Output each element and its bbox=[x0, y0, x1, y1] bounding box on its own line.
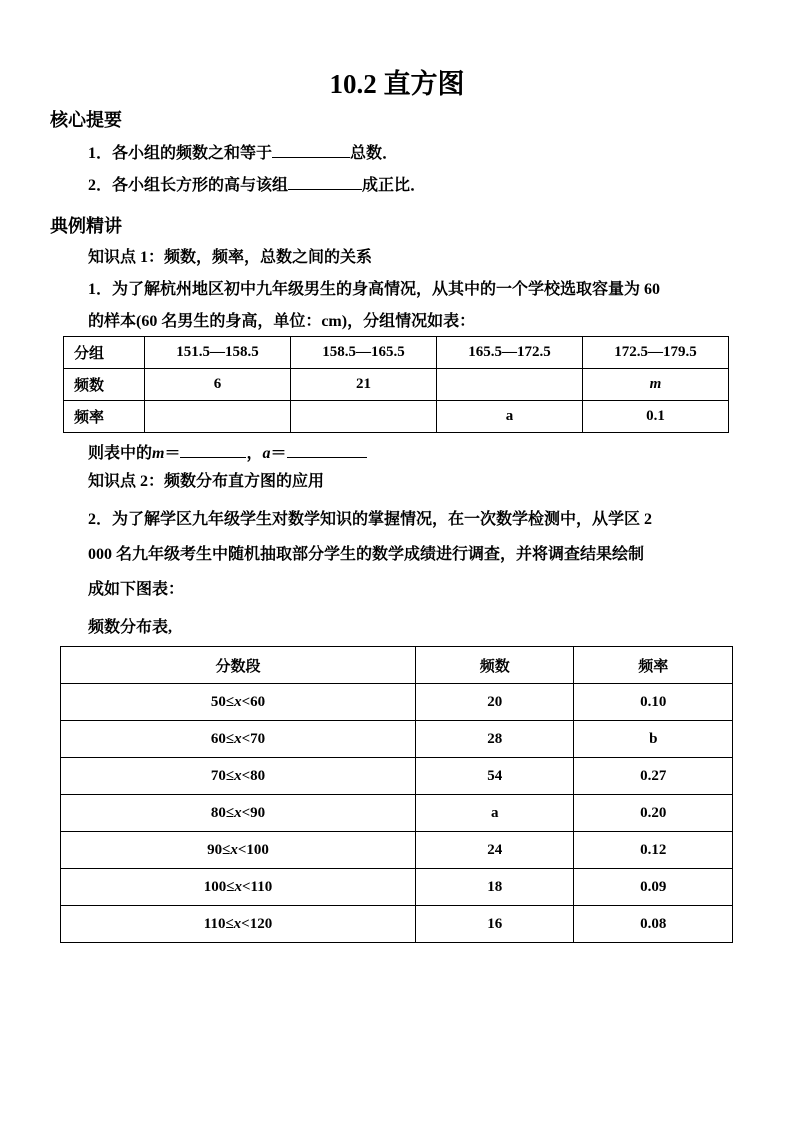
answer-blank-a[interactable] bbox=[287, 442, 367, 458]
table-cell: 频率 bbox=[64, 401, 145, 433]
question-2-line-3: 成如下图表： bbox=[88, 581, 185, 598]
table-row bbox=[61, 906, 733, 943]
section-heading-examples: 典例精讲 bbox=[50, 216, 122, 236]
range-high: <90 bbox=[241, 804, 266, 821]
column-header: 频率 bbox=[574, 647, 733, 684]
variable-a: a bbox=[262, 445, 271, 462]
range-high: <110 bbox=[242, 878, 273, 895]
score-range-cell bbox=[61, 832, 416, 869]
range-high: <120 bbox=[241, 915, 273, 932]
equals-sign: ＝ bbox=[270, 445, 287, 462]
table-row bbox=[61, 758, 733, 795]
column-header: 分数段 bbox=[61, 647, 416, 684]
range-low: 60≤ bbox=[210, 730, 235, 747]
score-range-cell bbox=[61, 906, 416, 943]
range-var: x bbox=[234, 767, 242, 784]
table-row bbox=[64, 337, 729, 369]
table-row bbox=[64, 401, 729, 433]
table-cell: 0.27 bbox=[574, 758, 733, 795]
question-1-line-1: 1．为了解杭州地区初中九年级男生的身高情况，从其中的一个学校选取容量为 60 bbox=[88, 281, 661, 298]
score-range-cell bbox=[61, 869, 416, 906]
score-range-cell bbox=[61, 684, 416, 721]
core-item-2 bbox=[88, 172, 426, 195]
table-row bbox=[61, 721, 733, 758]
range-var: x bbox=[233, 915, 242, 932]
table-cell: 172.5—179.5 bbox=[583, 337, 729, 369]
answer-blank[interactable] bbox=[288, 174, 362, 190]
table-row bbox=[64, 369, 729, 401]
question-2-line-1: 2．为了解学区九年级学生对数学知识的掌握情况，在一次数学检测中，从学区 2 bbox=[88, 511, 653, 528]
table-cell: 28 bbox=[416, 721, 574, 758]
column-header: 频数 bbox=[416, 647, 574, 684]
separator: ， bbox=[246, 445, 263, 462]
variable-m: m bbox=[152, 445, 165, 462]
range-var: x bbox=[234, 730, 242, 747]
question-2-line-2: 000 名九年级考生中随机抽取部分学生的数学成绩进行调查，并将调查结果绘制 bbox=[88, 546, 645, 563]
range-high: <70 bbox=[241, 730, 266, 747]
table-cell: 18 bbox=[416, 869, 574, 906]
answer-blank-m[interactable] bbox=[180, 442, 246, 458]
section-heading-core: 核心提要 bbox=[50, 110, 122, 130]
core-item-1-text: 1．各小组的频数之和等于 bbox=[88, 145, 273, 162]
range-var: x bbox=[234, 804, 242, 821]
height-group-table bbox=[63, 336, 729, 433]
range-low: 70≤ bbox=[210, 767, 235, 784]
table-cell: 0.10 bbox=[574, 684, 733, 721]
table-row bbox=[61, 684, 733, 721]
table-row bbox=[61, 832, 733, 869]
question-1-line-2: 的样本(60 名男生的身高，单位：cm)，分组情况如表： bbox=[88, 313, 476, 330]
table-cell: 20 bbox=[416, 684, 574, 721]
core-item-1-suffix: 总数． bbox=[350, 145, 399, 162]
table-cell: 频数 bbox=[64, 369, 145, 401]
core-item-1 bbox=[88, 140, 398, 163]
table-cell: 54 bbox=[416, 758, 574, 795]
table-cell: 21 bbox=[291, 369, 437, 401]
answer-blank[interactable] bbox=[272, 142, 350, 158]
answer-prefix: 则表中的 bbox=[88, 445, 153, 462]
core-item-2-suffix: 成正比． bbox=[362, 177, 427, 194]
core-item-2-text: 2．各小组长方形的高与该组 bbox=[88, 177, 289, 194]
range-var: x bbox=[234, 693, 242, 710]
range-high: <100 bbox=[237, 841, 269, 858]
question-1-answer-line bbox=[88, 440, 367, 463]
table-cell bbox=[145, 401, 291, 433]
table-cell: 165.5—172.5 bbox=[437, 337, 583, 369]
range-var: x bbox=[234, 878, 242, 895]
range-low: 80≤ bbox=[210, 804, 235, 821]
score-range-cell bbox=[61, 795, 416, 832]
table-cell: 0.1 bbox=[583, 401, 729, 433]
table-cell: m bbox=[583, 369, 729, 401]
table-cell: 158.5—165.5 bbox=[291, 337, 437, 369]
table-header-row bbox=[61, 647, 733, 684]
table-cell: 分组 bbox=[64, 337, 145, 369]
range-low: 100≤ bbox=[203, 878, 235, 895]
range-high: <80 bbox=[241, 767, 266, 784]
table-cell: 151.5—158.5 bbox=[145, 337, 291, 369]
knowledge-point-2: 知识点 2：频数分布直方图的应用 bbox=[88, 473, 325, 490]
equals-sign: ＝ bbox=[164, 445, 181, 462]
table-cell bbox=[437, 369, 583, 401]
table-cell: 24 bbox=[416, 832, 574, 869]
table-row bbox=[61, 869, 733, 906]
question-2-line-4: 频数分布表, bbox=[88, 619, 173, 636]
table-cell: a bbox=[416, 795, 574, 832]
table-cell: 0.09 bbox=[574, 869, 733, 906]
range-low: 50≤ bbox=[210, 693, 235, 710]
page-title: 10.2 直方图 bbox=[329, 69, 465, 99]
table-cell bbox=[291, 401, 437, 433]
range-high: <60 bbox=[241, 693, 266, 710]
table-cell: b bbox=[574, 721, 733, 758]
range-low: 90≤ bbox=[207, 841, 231, 858]
range-var: x bbox=[230, 841, 238, 858]
table-cell: 6 bbox=[145, 369, 291, 401]
score-range-cell bbox=[61, 721, 416, 758]
table-row bbox=[61, 795, 733, 832]
table-cell: 0.12 bbox=[574, 832, 733, 869]
knowledge-point-1: 知识点 1：频数，频率，总数之间的关系 bbox=[88, 249, 373, 266]
table-cell: 16 bbox=[416, 906, 574, 943]
table-cell: a bbox=[437, 401, 583, 433]
table-cell: 0.20 bbox=[574, 795, 733, 832]
score-frequency-table bbox=[60, 646, 733, 943]
table-cell: 0.08 bbox=[574, 906, 733, 943]
score-range-cell bbox=[61, 758, 416, 795]
range-low: 110≤ bbox=[203, 915, 234, 932]
